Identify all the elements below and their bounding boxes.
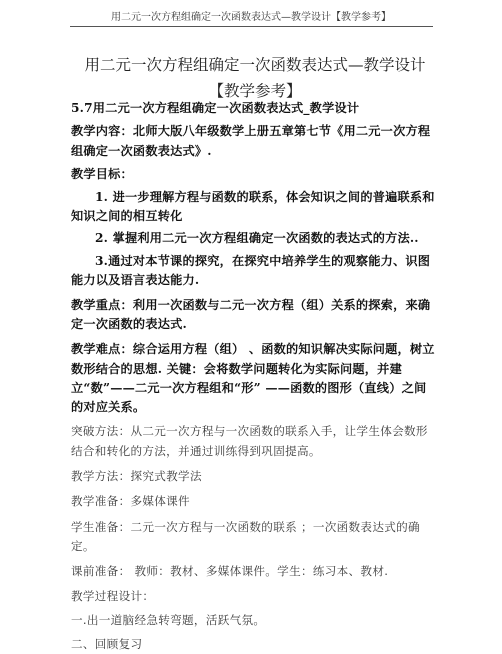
goal-item-2: 2. 掌握利用二元一次方程组确定一次函数的表达式的方法.. [95,230,419,245]
teaching-content: 教学内容：北师大版八年级数学上册五章第七节《用二元一次方程组确定一次函数表达式》. [71,124,431,158]
process-label: 教学过程设计： [71,588,155,603]
difficulties: 教学难点：综合运用方程（组） 、函数的知识解决实际问题，树立数形结合的思想. 关键：会将数学问题转化为实际问题，并建立“数”——二元一次方程组和“形” ——函数的图形（直线）之间的对应关系。 [71,342,435,415]
teaching-preparation: 教学准备：多媒体课件 [71,494,190,509]
header-divider [70,26,433,27]
page-header: 用二元一次方程组确定一次函数表达式—教学设计【教学参考】 [111,12,391,23]
process-step-1: 一.出一道脑经急转弯题，活跃气氛。 [71,612,266,627]
document-body [71,99,435,654]
goal-item-1: 1. 进一步理解方程与函数的联系，体会知识之间的普遍联系和知识之间的相互转化 [71,190,435,224]
process-step-2: 二、回顾复习 [71,637,143,652]
pre-class-preparation: 课前准备： 教师：教材、多媒体课件。学生：练习本、教材. [71,564,389,579]
teaching-goals-label: 教学目标： [71,166,133,181]
teaching-method: 教学方法：探究式教学法 [71,469,202,484]
breakthrough-method: 突破方法：从二元一次方程与一次函数的联系入手，让学生体会数形结合和转化的方法，并通过训练得到巩固提高。 [71,424,428,458]
goal-item-3: 3.通过对本节课的探究，在探究中培养学生的观察能力、识图能力以及语言表达能力. [71,254,431,288]
document-title: 用二元一次方程组确定一次函数表达式—教学设计【教学参考】 [84,56,426,100]
section-heading: 5.7用二元一次方程组确定一次函数表达式_教学设计 [71,101,360,115]
student-preparation: 学生准备：二元一次方程与一次函数的联系 ；一次函数表达式的确定。 [71,519,420,553]
key-points: 教学重点：利用一次函数与二元一次方程（组）关系的探索，来确定一次函数的表达式. [71,297,431,331]
